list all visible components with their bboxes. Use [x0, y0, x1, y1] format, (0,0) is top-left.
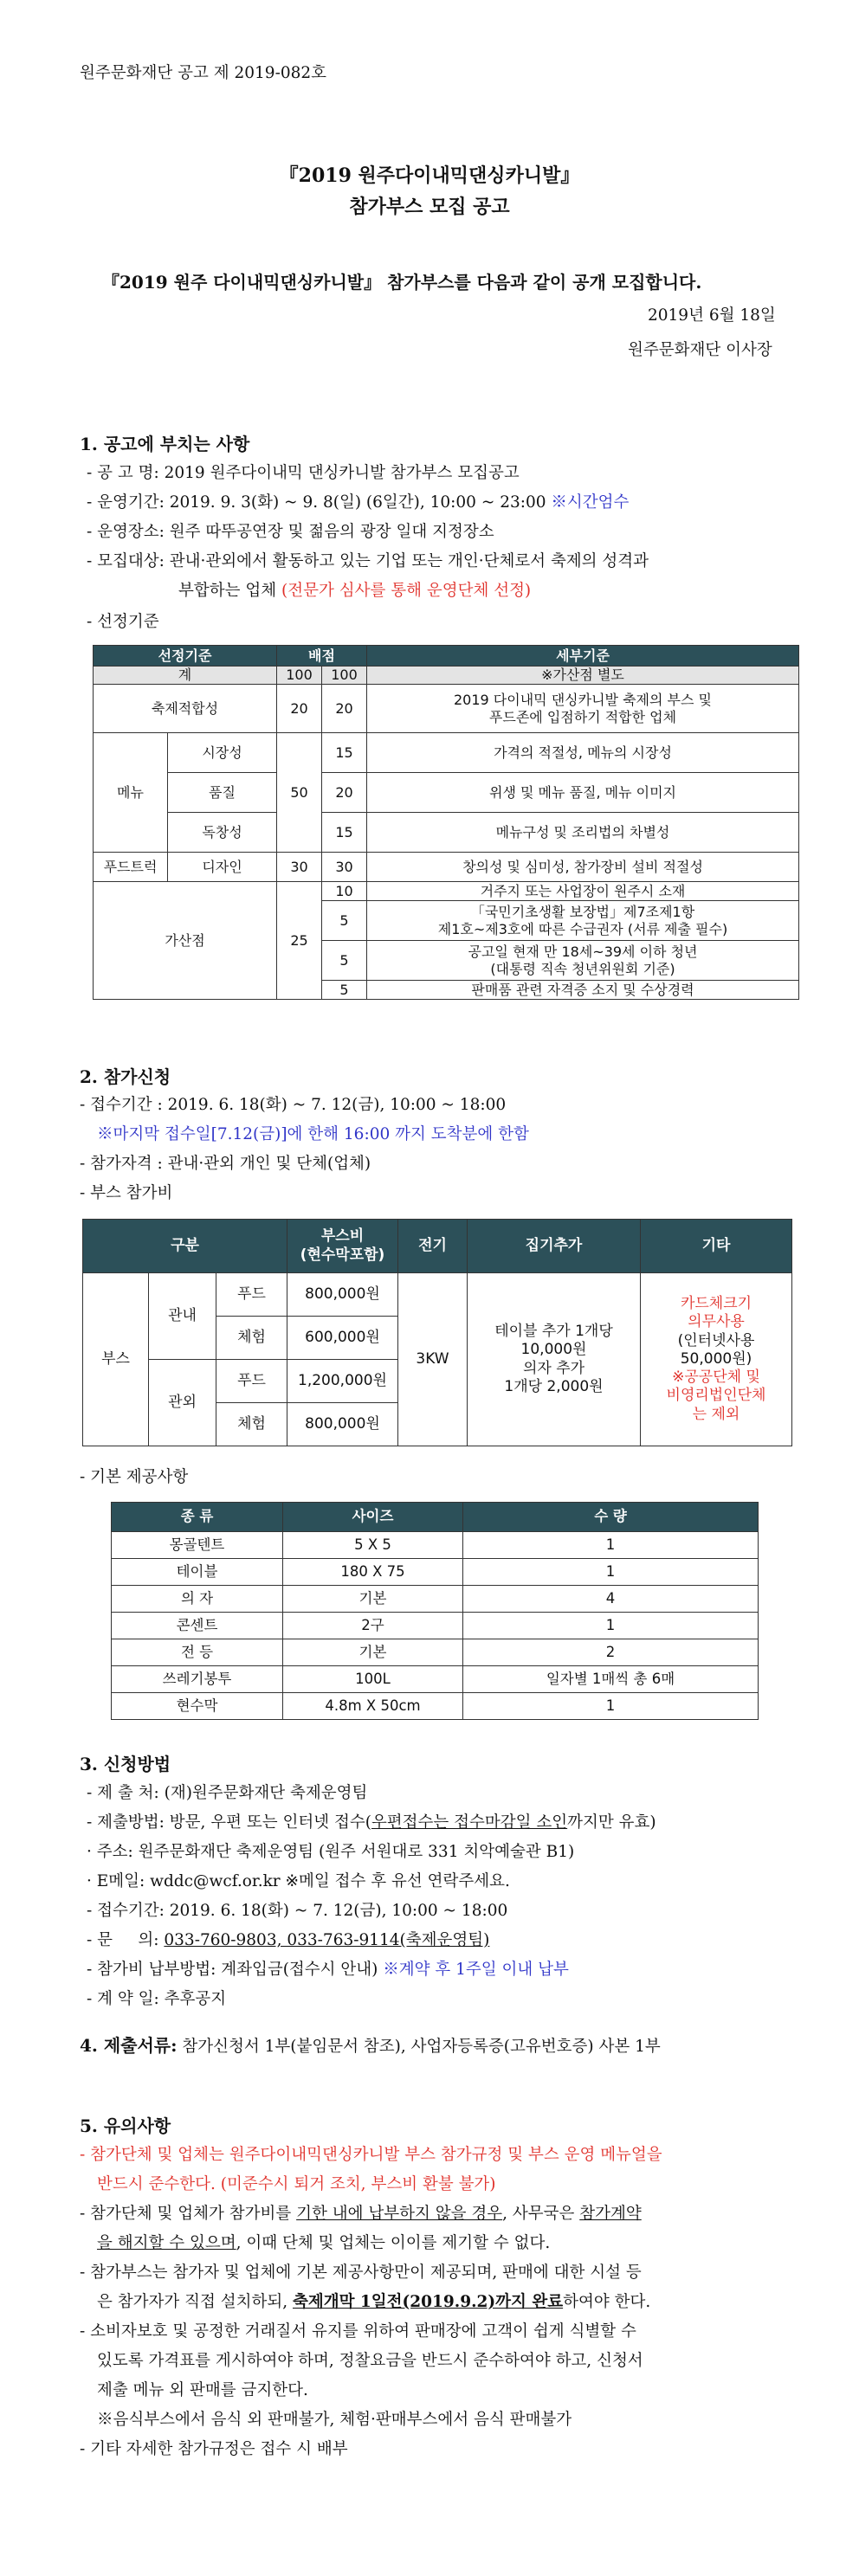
fee-header-extra: 집기추가 — [468, 1220, 641, 1273]
s1-line-1: - 공 고 명: 2019 원주다이내믹 댄싱카니발 참가부스 모집공고 — [87, 464, 520, 482]
s3-line-4: · E메일: wddc@wcf.or.kr ※메일 접수 후 유선 연락주세요. — [87, 1872, 510, 1890]
provide-table: 종 류 사이즈 수 량 몽골텐트 5 X 5 1 테이블 180 X 75 1 의 자 기본 4 콘센트 2구 1 전 등 기본 2 쓰레기봉투 100L 일자별 1매씩 총 6매 현수막 4.8m X 50cm 1 — [111, 1502, 759, 1720]
table-row: 콘센트 2구 1 — [112, 1613, 759, 1639]
title-line-1: 『2019 원주다이내믹댄싱카니발』 — [279, 164, 580, 187]
menu-label: 메뉴 — [94, 733, 168, 853]
fee-header-etc: 기타 — [641, 1220, 792, 1273]
notice-date: 2019년 6월 18일 — [648, 306, 776, 325]
section-3-title: 3. 신청방법 — [80, 1754, 171, 1774]
s2-line-3: - 부스 참가비 — [80, 1184, 173, 1202]
fee-booth-label: 부스 — [83, 1273, 149, 1446]
s2-line-1: - 접수기간 : 2019. 6. 18(화) ~ 7. 12(금), 10:00 ~ 18:00 — [80, 1096, 507, 1114]
festival-detail: 2019 다이내믹 댄싱카니발 축제의 부스 및 푸드존에 입점하기 적합한 업체 — [367, 685, 799, 733]
s1-line-2: - 운영기간: 2019. 9. 3(화) ~ 9. 8(일) (6일간), 10:00 ~ 23:00 ※시간엄수 — [87, 493, 630, 512]
title-line-2: 참가부스 모집 공고 — [349, 196, 510, 218]
s5-line-5: - 소비자보호 및 공정한 거래질서 유지를 위하여 판매장에 고객이 쉽게 식별할 수 — [80, 2322, 636, 2341]
table-row: 현수막 4.8m X 50cm 1 — [112, 1693, 759, 1720]
fee-header-type: 구분 — [83, 1220, 287, 1273]
s3-line-6: - 문 의: 033-760-9803, 033-763-9114(축제운영팀) — [87, 1931, 490, 1949]
criteria-header-2: 배점 — [277, 646, 367, 667]
time-note: ※시간엄수 — [551, 493, 630, 512]
s5-red-1: - 참가단체 및 업체는 원주다이내믹댄싱카니발 부스 참가규정 및 부스 운영 메뉴얼을 — [80, 2146, 662, 2164]
fee-inner-label: 관내 — [149, 1273, 216, 1360]
s2-line-2: - 참가자격 : 관내·관외 개인 및 단체(업체) — [80, 1155, 371, 1173]
criteria-header-1: 선정기준 — [94, 646, 277, 667]
criteria-table: 선정기준 배점 세부기준 계 100 100 ※가산점 별도 축제적합성 20 20 2019 다이내믹 댄싱카니발 축제의 부스 및 푸드존에 입점하기 적합한 업체 메뉴 시장성 50 15 가격의 적절성, 메뉴의 시장성 품질 20 위생 및 메뉴 품질, 메뉴 이미지 독창성 15 메뉴구성 및 조리법의 차별성 푸드트럭 디자인 30 30 창의성 및 심미성, 참가장비 설비 적절성 가산점 25 10 거주지 또는 사업장이 원주시 소재 5 「국민기초생활 보장법」제7조제1항 제1호~제3호에 따른 수급권자 (서류 제출 필수) 5 공고일 현재 만 18세~39세 이하 청년 (대통령 직속 청년위원회 기준) 5 판매품 관련 자격증 소지 및 수상경력 — [93, 645, 799, 1000]
s5-line-1: - 참가단체 및 업체가 참가비를 기한 내에 납부하지 않을 경우, 사무국은 참가계약 — [80, 2205, 642, 2223]
bonus-label: 가산점 — [94, 882, 277, 1000]
table-row: 몽골텐트 5 X 5 1 — [112, 1532, 759, 1559]
s5-line-6: 있도록 가격표를 게시하여야 하며, 정찰요금을 반드시 준수하여야 하고, 신청서 — [97, 2352, 643, 2370]
table-row: 의 자 기본 4 — [112, 1586, 759, 1613]
s3-line-5: - 접수기간: 2019. 6. 18(화) ~ 7. 12(금), 10:00 ~ 18:00 — [87, 1902, 508, 1920]
s3-line-3: · 주소: 원주문화재단 축제운영팀 (원주 서원대로 331 치악예술관 B1) — [87, 1843, 575, 1861]
s3-line-8: - 계 약 일: 추후공지 — [87, 1990, 227, 2008]
section-1-title: 1. 공고에 부치는 사항 — [80, 434, 250, 454]
fee-outer-exp: 800,000원 — [287, 1403, 398, 1446]
s2-deadline-note: ※마지막 접수일[7.12(금)]에 한해 16:00 까지 도착분에 한함 — [97, 1125, 529, 1143]
s5-red-2: 반드시 준수한다. (미준수시 퇴거 조치, 부스비 환불 불가) — [97, 2175, 496, 2193]
table-row: 쓰레기봉투 100L 일자별 1매씩 총 6매 — [112, 1666, 759, 1693]
total-note: ※가산점 별도 — [367, 667, 799, 685]
section-5-title: 5. 유의사항 — [80, 2116, 171, 2136]
section-4: 4. 제출서류: 참가신청서 1부(붙임문서 참조), 사업자등록증(고유번호증) 사본 1부 — [80, 2035, 661, 2056]
total-sub: 100 — [322, 667, 367, 685]
fee-table: 구분 부스비 (현수막포함) 전기 집기추가 기타 부스 관내 푸드 800,000원 3KW 테이블 추가 1개당 10,000원 의자 추가 1개당 2,000원 카드체크기 의무사용 (인터넷사용 50,000원) ※공공단체 및 비영리법인단체 는 제외 체험 600,000원 관외 푸드 1,200,000원 체험 800,000원 — [82, 1219, 792, 1446]
s5-line-2: 을 해지할 수 있으며, 이때 단체 및 업체는 이이를 제기할 수 없다. — [97, 2234, 551, 2252]
s5-line-3: - 참가부스는 참가자 및 업체에 기본 제공사항만이 제공되며, 판매에 대한 시설 등 — [80, 2264, 642, 2282]
fee-etc: 카드체크기 의무사용 (인터넷사용 50,000원) ※공공단체 및 비영리법인단체 는 제외 — [641, 1273, 792, 1446]
s3-line-2: - 제출방법: 방문, 우편 또는 인터넷 접수(우편접수는 접수마감일 소인까지만 유효) — [87, 1813, 656, 1832]
s1-line-4: - 모집대상: 관내·관외에서 활동하고 있는 기업 또는 개인·단체로서 축제의 성격과 — [87, 552, 649, 570]
table-row: 테이블 180 X 75 1 — [112, 1559, 759, 1586]
s5-line-4: 은 참가자가 직접 설치하되, 축제개막 1일전(2019.9.2)까지 완료하여야 한다. — [97, 2293, 651, 2311]
fee-header-power: 전기 — [398, 1220, 468, 1273]
selection-note: (전문가 심사를 통해 운영단체 선정) — [281, 582, 532, 600]
section-2-title: 2. 참가신청 — [80, 1066, 171, 1087]
fee-extra: 테이블 추가 1개당 10,000원 의자 추가 1개당 2,000원 — [468, 1273, 641, 1446]
festival-fit: 축제적합성 — [94, 685, 277, 733]
fee-power: 3KW — [398, 1273, 468, 1446]
s1-line-5: 부합하는 업체 (전문가 심사를 통해 운영단체 선정) — [178, 582, 532, 600]
total-score: 100 — [277, 667, 322, 685]
table-row: 전 등 기본 2 — [112, 1639, 759, 1666]
fee-inner-food: 800,000원 — [287, 1273, 398, 1317]
s3-line-1: - 제 출 처: (재)원주문화재단 축제운영팀 — [87, 1784, 368, 1802]
criteria-header-3: 세부기준 — [367, 646, 799, 667]
fee-outer-food: 1,200,000원 — [287, 1360, 398, 1403]
food-truck-label: 푸드트럭 — [94, 853, 168, 882]
intro-text: 『2019 원주 다이내믹댄싱카니발』 참가부스를 다음과 같이 공개 모집합니다. — [102, 272, 702, 293]
s5-line-8: ※음식부스에서 음식 외 판매불가, 체험·판매부스에서 음식 판매불가 — [97, 2411, 572, 2429]
provide-label: - 기본 제공사항 — [80, 1468, 189, 1486]
s5-line-7: 제출 메뉴 외 판매를 금지한다. — [97, 2381, 308, 2399]
total-label: 계 — [94, 667, 277, 685]
fee-outer-label: 관외 — [149, 1360, 216, 1446]
s1-line-6: - 선정기준 — [87, 613, 159, 631]
notice-number: 원주문화재단 공고 제 2019-082호 — [80, 64, 326, 82]
issuer: 원주문화재단 이사장 — [628, 341, 772, 359]
s5-line-9: - 기타 자세한 참가규정은 접수 시 배부 — [80, 2440, 348, 2458]
fee-header-booth: 부스비 (현수막포함) — [287, 1220, 398, 1273]
s3-line-7: - 참가비 납부방법: 계좌입금(접수시 안내) ※계약 후 1주일 이내 납부 — [87, 1961, 569, 1979]
s1-line-3: - 운영장소: 원주 따뚜공연장 및 젊음의 광장 일대 지정장소 — [87, 523, 494, 541]
fee-inner-exp: 600,000원 — [287, 1317, 398, 1360]
